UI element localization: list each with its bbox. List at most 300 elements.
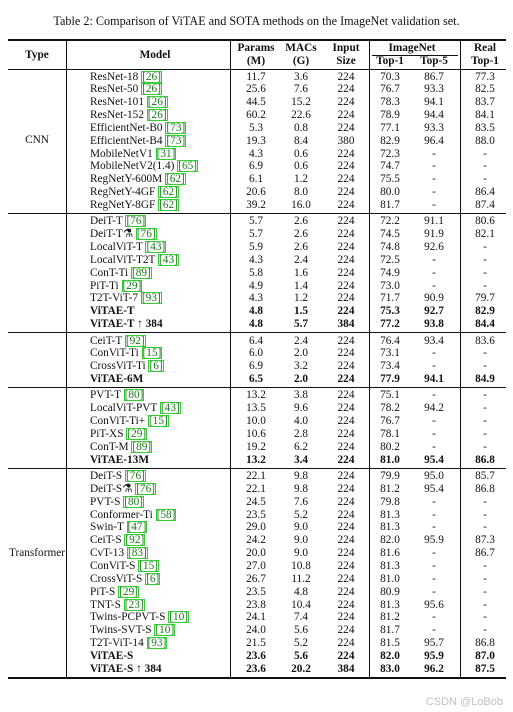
column-divider: [460, 39, 461, 678]
citation-link[interactable]: [83]: [127, 547, 147, 560]
cell-macs: 0.8: [293, 121, 309, 134]
citation-link[interactable]: [92]: [125, 534, 145, 547]
cell-input: 224: [337, 534, 355, 547]
citation-link[interactable]: [93]: [141, 292, 161, 305]
cell-params: 4.3: [248, 253, 264, 266]
cell-macs: 5.7: [293, 318, 309, 331]
cell-top5: 93.8: [424, 318, 444, 331]
cell-input: 384: [337, 318, 355, 331]
citation-link[interactable]: [10]: [155, 624, 175, 637]
citation-link[interactable]: [80]: [124, 389, 144, 402]
cell-params: 23.5: [246, 508, 266, 521]
cell-macs: 2.8: [293, 427, 309, 440]
row-model-name: [90, 650, 133, 663]
cell-top1: 81.7: [380, 199, 400, 211]
bottom-rule: [8, 677, 506, 679]
cell-real: -: [483, 147, 487, 160]
header-input-size: Size: [336, 55, 356, 67]
cell-input: 224: [337, 70, 355, 83]
cell-params: 13.2: [246, 389, 266, 402]
cell-top1: 79.8: [380, 495, 400, 508]
cell-real: -: [483, 266, 487, 279]
model-label: DeiT-T: [90, 215, 126, 228]
cell-params: 6.5: [248, 373, 264, 386]
citation-link[interactable]: [43]: [159, 253, 178, 266]
cell-real: 86.4: [475, 186, 495, 199]
cell-real: 86.8: [475, 637, 495, 650]
citation-link[interactable]: [43]: [146, 241, 166, 254]
model-label: ViTAE-S: [90, 649, 134, 662]
citation-link[interactable]: [29]: [122, 279, 142, 292]
model-label: ViTAE-13M: [90, 453, 149, 466]
cell-macs: 9.0: [293, 547, 309, 560]
cell-macs: 16.0: [291, 199, 311, 211]
column-divider: [66, 39, 67, 678]
cell-top5: 91.1: [424, 215, 444, 228]
cell-macs: 8.0: [293, 186, 309, 199]
cell-real: -: [483, 279, 487, 292]
cell-top1: 81.7: [380, 624, 400, 637]
model-label: ConViT-Ti+: [90, 415, 148, 428]
cell-top5: 93.3: [424, 121, 444, 134]
cell-top1: 78.2: [380, 402, 400, 415]
citation-link[interactable]: [29]: [119, 585, 138, 598]
cell-top5: 96.2: [424, 662, 444, 675]
row-model-name: [90, 199, 179, 212]
cell-top1: 77.1: [380, 121, 400, 134]
cell-top1: 81.0: [380, 453, 400, 466]
cell-input: 224: [337, 147, 355, 160]
model-label: LocalViT-T2T: [90, 253, 159, 266]
model-label: ViTAE-6M: [90, 373, 144, 386]
cell-params: 24.5: [246, 495, 266, 508]
cell-input: 224: [337, 121, 355, 134]
cell-real: -: [483, 598, 487, 611]
row-model-name: [90, 267, 152, 280]
cell-input: 224: [337, 83, 355, 96]
cell-params: 6.1: [248, 173, 264, 186]
cell-input: 224: [337, 228, 355, 241]
cell-macs: 1.2: [293, 173, 309, 186]
cell-top5: -: [432, 547, 436, 560]
citation-link[interactable]: [89]: [132, 440, 152, 453]
citation-link[interactable]: [26]: [147, 96, 167, 109]
cell-top5: -: [432, 521, 436, 534]
citation-link[interactable]: [73]: [166, 121, 186, 134]
model-label: CvT-13: [90, 547, 127, 560]
row-model-name: [90, 335, 146, 348]
cell-top5: -: [432, 160, 436, 173]
cell-macs: 7.4: [293, 611, 309, 624]
header-input: Input: [332, 42, 360, 54]
cell-top5: 92.6: [424, 241, 444, 254]
citation-link[interactable]: [65]: [178, 160, 198, 173]
model-label: DeiT-S⚗: [90, 482, 136, 495]
cell-input: 224: [337, 453, 355, 466]
cell-top1: 81.3: [380, 508, 400, 521]
cell-params: 23.5: [246, 585, 266, 598]
cell-top1: 77.2: [380, 318, 400, 331]
cell-top1: 74.8: [380, 241, 400, 254]
model-label: PiT-Ti: [90, 279, 122, 292]
cell-params: 11.7: [246, 70, 266, 83]
row-model-name: [90, 599, 145, 612]
model-label: ConT-Ti: [90, 266, 131, 279]
citation-link[interactable]: [6]: [146, 572, 160, 585]
cell-real: 84.1: [475, 109, 495, 122]
cell-params: 19.3: [246, 134, 266, 147]
cell-input: 224: [337, 305, 355, 318]
cell-top1: 70.3: [380, 70, 400, 83]
row-model-name: [90, 305, 135, 318]
cell-top1: 81.6: [380, 547, 400, 560]
cell-macs: 8.4: [293, 134, 309, 147]
row-model-name: [90, 122, 186, 135]
model-label: DeiT-T⚗: [90, 228, 136, 241]
cell-params: 4.8: [248, 305, 264, 318]
cell-top1: 78.9: [380, 109, 400, 122]
model-label: PVT-S: [90, 495, 124, 508]
cell-top5: -: [432, 508, 436, 521]
citation-link[interactable]: [58]: [156, 508, 176, 521]
group-separator: [8, 387, 506, 388]
row-model-name: [90, 415, 169, 428]
cell-params: 22.1: [246, 482, 266, 495]
row-model-name: [90, 534, 145, 547]
cell-params: 4.3: [248, 147, 264, 160]
cell-top1: 81.0: [380, 572, 400, 585]
cell-macs: 4.8: [293, 585, 309, 598]
citation-link[interactable]: [15]: [142, 347, 162, 360]
cell-macs: 2.6: [293, 215, 309, 228]
header-real: Real: [474, 42, 496, 54]
model-label: ResNet-50: [90, 83, 142, 96]
cell-input: 224: [337, 559, 355, 572]
model-label: PiT-XS: [90, 427, 127, 440]
citation-link[interactable]: [92]: [125, 334, 145, 347]
cell-params: 39.2: [246, 199, 266, 211]
row-model-name: [90, 135, 186, 148]
cell-top5: 93.4: [424, 334, 444, 347]
column-divider: [230, 39, 231, 678]
model-label: LocalViT-PVT: [90, 402, 160, 415]
citation-link[interactable]: [23]: [124, 598, 144, 611]
model-label: ViTAE-T ↑ 384: [90, 318, 163, 331]
cell-params: 24.2: [246, 534, 266, 547]
model-label: PVT-T: [90, 389, 124, 402]
header-macs-unit: (G): [292, 55, 310, 67]
cell-params: 20.0: [246, 547, 266, 560]
cell-real: -: [483, 389, 487, 402]
row-model-name: [90, 148, 176, 161]
cell-top1: 74.7: [380, 160, 400, 173]
model-label: DeiT-S: [90, 470, 126, 482]
model-label: LocalViT-T: [90, 241, 146, 254]
cell-top5: -: [432, 347, 436, 360]
cell-top1: 76.7: [380, 83, 400, 96]
cell-real: 84.9: [475, 373, 495, 386]
cell-top1: 74.5: [380, 228, 400, 241]
cell-real: 87.4: [475, 199, 495, 211]
cell-top1: 72.2: [380, 215, 400, 228]
column-divider: [369, 39, 370, 678]
row-model-name: [90, 215, 146, 228]
cell-input: 224: [337, 402, 355, 415]
model-label: RegNetY-4GF: [90, 186, 159, 199]
cell-top1: 73.4: [380, 360, 400, 373]
cell-input: 224: [337, 547, 355, 560]
cell-top5: 94.2: [424, 402, 444, 415]
cell-macs: 1.5: [293, 305, 309, 318]
cell-top5: -: [432, 266, 436, 279]
cell-top1: 81.2: [380, 611, 400, 624]
cell-input: 224: [337, 389, 355, 402]
cell-macs: 10.4: [291, 598, 311, 611]
row-model-name: [90, 663, 162, 676]
model-label: EfficientNet-B4: [90, 134, 166, 147]
citation-link[interactable]: [76]: [136, 228, 156, 241]
row-model-name: [90, 71, 162, 84]
group-separator: [8, 213, 506, 214]
cell-params: 26.7: [246, 572, 266, 585]
model-label: ViTAE-T: [90, 305, 135, 318]
row-model-name: [90, 573, 160, 586]
cell-top1: 75.3: [380, 305, 400, 318]
cell-params: 5.8: [248, 266, 264, 279]
cell-params: 6.9: [248, 360, 264, 373]
citation-link[interactable]: [15]: [139, 559, 159, 572]
cell-top5: 94.4: [424, 109, 444, 122]
row-model-name: [90, 280, 142, 293]
cell-top5: -: [432, 572, 436, 585]
cell-macs: 11.2: [291, 572, 311, 585]
model-label: Conformer-Ti: [90, 508, 156, 521]
row-model-name: [90, 428, 147, 441]
row-model-name: [90, 360, 164, 373]
cell-top5: 95.4: [424, 453, 444, 466]
cell-params: 19.2: [246, 440, 266, 453]
cell-top1: 76.4: [380, 334, 400, 347]
cell-top1: 80.0: [380, 186, 400, 199]
citation-link[interactable]: [93]: [147, 637, 167, 650]
citation-link[interactable]: [26]: [142, 70, 161, 83]
cell-top1: 80.2: [380, 440, 400, 453]
cell-real: 85.7: [475, 470, 495, 482]
cell-real: -: [483, 508, 487, 521]
group-separator: [8, 468, 506, 469]
cell-params: 22.1: [246, 470, 266, 482]
cell-input: 224: [337, 440, 355, 453]
model-label: ResNet-18: [90, 70, 142, 83]
cell-top5: -: [432, 495, 436, 508]
cell-top1: 81.3: [380, 521, 400, 534]
cell-real: 88.0: [475, 134, 495, 147]
row-model-name: [90, 241, 166, 254]
row-model-name: [90, 109, 168, 122]
cell-top5: -: [432, 624, 436, 637]
row-model-name: [90, 441, 152, 454]
cell-top5: -: [432, 389, 436, 402]
cell-macs: 2.6: [293, 241, 309, 254]
citation-link[interactable]: [29]: [127, 427, 147, 440]
row-model-name: [90, 470, 146, 483]
citation-link[interactable]: [26]: [142, 83, 161, 96]
cell-input: 224: [337, 215, 355, 228]
cell-input: 224: [337, 160, 355, 173]
cell-real: -: [483, 427, 487, 440]
model-label: CeiT-T: [90, 334, 125, 347]
cell-params: 10.0: [246, 415, 266, 428]
cell-real: 82.1: [475, 228, 495, 241]
citation-link[interactable]: [62]: [159, 199, 178, 211]
model-label: ConViT-Ti: [90, 347, 142, 360]
cell-real: 86.7: [475, 547, 495, 560]
citation-link[interactable]: [6]: [149, 360, 163, 373]
cell-macs: 15.2: [291, 96, 311, 109]
cell-top5: 95.0: [424, 470, 444, 482]
citation-link[interactable]: [15]: [148, 415, 168, 428]
row-model-name: [90, 228, 157, 241]
row-model-name: [90, 254, 179, 267]
citation-link[interactable]: [43]: [160, 402, 180, 415]
citation-link[interactable]: [89]: [131, 266, 151, 279]
citation-link[interactable]: [73]: [166, 134, 186, 147]
cell-input: 224: [337, 360, 355, 373]
type-label: Transformer: [8, 547, 66, 560]
cell-params: 6.9: [248, 160, 264, 173]
citation-link[interactable]: [31]: [156, 147, 176, 160]
row-model-name: [90, 547, 148, 560]
cell-real: -: [483, 253, 487, 266]
cell-top5: -: [432, 559, 436, 572]
row-model-name: [90, 373, 143, 386]
cell-input: 224: [337, 109, 355, 122]
row-model-name: [90, 347, 162, 360]
cell-real: 87.0: [475, 649, 495, 662]
cell-real: -: [483, 360, 487, 373]
header-type: Type: [25, 49, 49, 61]
cell-input: 224: [337, 637, 355, 650]
cell-macs: 2.4: [293, 253, 309, 266]
cell-params: 29.0: [246, 521, 266, 534]
cell-input: 224: [337, 482, 355, 495]
cell-input: 224: [337, 373, 355, 386]
cell-input: 224: [337, 96, 355, 109]
cell-real: 82.5: [475, 83, 495, 96]
citation-link[interactable]: [26]: [147, 109, 167, 122]
citation-link[interactable]: [47]: [127, 521, 147, 534]
cell-params: 13.2: [246, 453, 266, 466]
cell-real: -: [483, 415, 487, 428]
cell-top5: 86.7: [424, 70, 444, 83]
row-model-name: [90, 637, 167, 650]
cell-top5: 94.1: [424, 373, 444, 386]
model-label: ResNet-152: [90, 109, 147, 122]
model-label: TNT-S: [90, 598, 124, 611]
cell-macs: 10.8: [291, 559, 311, 572]
cell-params: 20.6: [246, 186, 266, 199]
cell-macs: 5.2: [293, 637, 309, 650]
model-label: ViTAE-S ↑ 384: [90, 662, 162, 675]
cell-macs: 2.0: [293, 373, 309, 386]
watermark: CSDN @LoBob: [425, 696, 503, 708]
cell-top5: 91.9: [424, 228, 444, 241]
cell-input: 224: [337, 521, 355, 534]
cell-top1: 78.3: [380, 96, 400, 109]
cell-real: 79.7: [475, 292, 495, 305]
row-model-name: [90, 292, 162, 305]
cell-real: -: [483, 402, 487, 415]
citation-link[interactable]: [76]: [126, 470, 145, 482]
type-label: CNN: [25, 134, 49, 147]
cell-macs: 2.0: [293, 347, 309, 360]
cell-real: -: [483, 440, 487, 453]
cell-top1: 80.9: [380, 585, 400, 598]
citation-link[interactable]: [80]: [124, 495, 144, 508]
cell-input: 224: [337, 186, 355, 199]
header-params-unit: (M): [246, 55, 266, 67]
cell-macs: 3.4: [293, 453, 309, 466]
row-model-name: [90, 186, 179, 199]
cell-input: 224: [337, 427, 355, 440]
header-real-top1: Top-1: [471, 55, 499, 67]
cell-top5: 90.9: [424, 292, 444, 305]
cell-macs: 9.6: [293, 402, 309, 415]
cell-top5: 93.3: [424, 83, 444, 96]
cell-macs: 9.8: [293, 482, 309, 495]
cell-params: 5.7: [248, 228, 264, 241]
cell-top1: 81.3: [380, 559, 400, 572]
table-caption: Table 2: Comparison of ViTAE and SOTA methods on the ImageNet validation set.: [53, 14, 460, 28]
cell-top5: -: [432, 427, 436, 440]
cell-input: 224: [337, 415, 355, 428]
citation-link[interactable]: [76]: [136, 482, 155, 495]
cell-top1: 72.5: [380, 253, 400, 266]
cell-real: -: [483, 173, 487, 186]
cell-input: 224: [337, 253, 355, 266]
cell-input: 224: [337, 334, 355, 347]
cell-input: 224: [337, 508, 355, 521]
cell-input: 224: [337, 173, 355, 186]
cell-params: 4.9: [248, 279, 264, 292]
cell-real: 83.7: [475, 96, 495, 109]
cell-top1: 81.2: [380, 482, 400, 495]
cell-top1: 77.9: [380, 373, 400, 386]
cell-real: -: [483, 495, 487, 508]
cell-macs: 20.2: [291, 662, 311, 675]
cell-top1: 81.5: [380, 637, 400, 650]
cell-top5: -: [432, 186, 436, 199]
cell-params: 6.0: [248, 347, 264, 360]
cell-params: 24.1: [246, 611, 266, 624]
cell-top5: -: [432, 611, 436, 624]
citation-link[interactable]: [62]: [166, 173, 185, 186]
citation-link[interactable]: [62]: [159, 186, 178, 199]
model-label: ResNet-101: [90, 96, 147, 109]
cell-input: 224: [337, 495, 355, 508]
citation-link[interactable]: [10]: [169, 611, 189, 624]
cell-top5: -: [432, 173, 436, 186]
cell-top5: 94.1: [424, 96, 444, 109]
cell-input: 224: [337, 598, 355, 611]
cell-params: 10.6: [246, 427, 266, 440]
row-model-name: [90, 389, 144, 402]
citation-link[interactable]: [76]: [126, 215, 146, 228]
cell-input: 224: [337, 347, 355, 360]
cell-macs: 4.0: [293, 415, 309, 428]
cell-params: 6.4: [248, 334, 264, 347]
cell-params: 5.9: [248, 241, 264, 254]
